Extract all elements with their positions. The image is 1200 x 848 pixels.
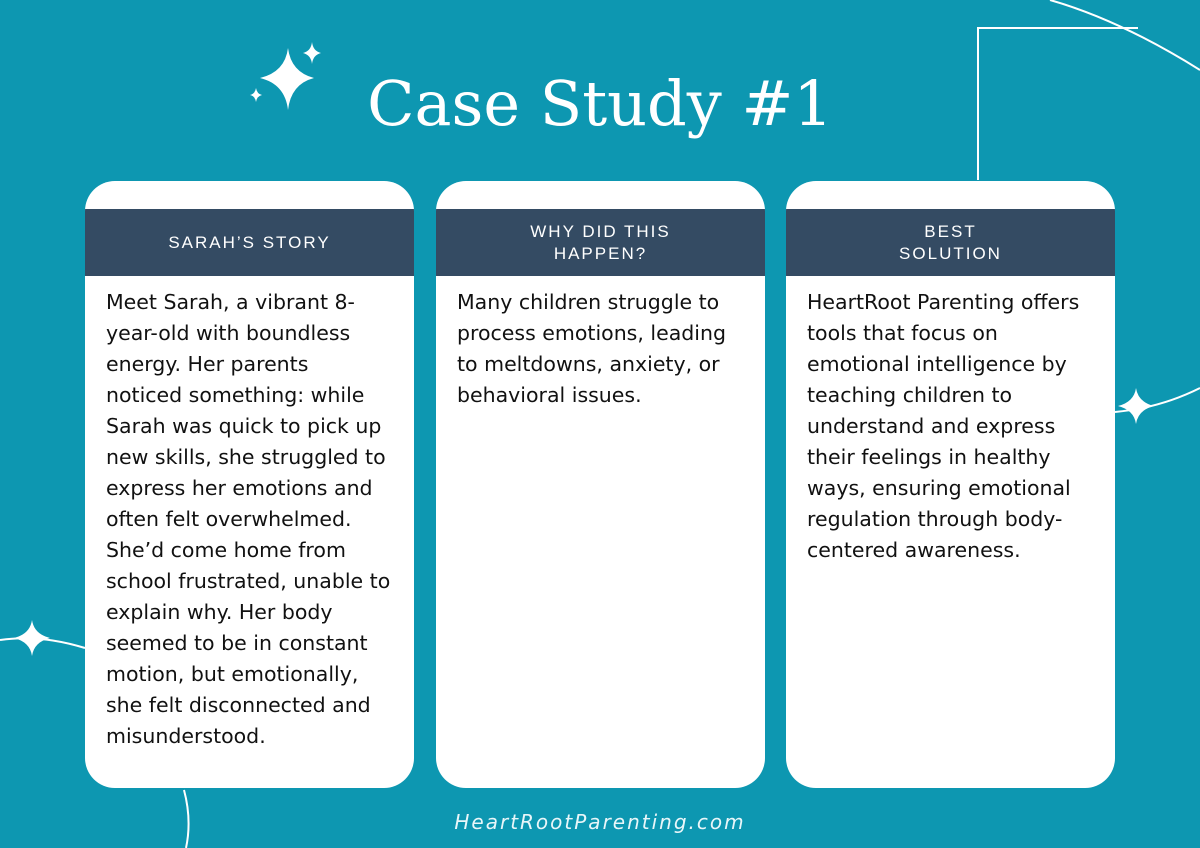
- card-header-label: BEST SOLUTION: [899, 221, 1002, 263]
- card-why-did-this-happen: [436, 181, 765, 788]
- sparkle-icon: [1118, 388, 1154, 424]
- card-sarahs-story: [85, 181, 414, 788]
- arc-line: [1050, 0, 1200, 70]
- website-footer: HeartRootParenting.com: [454, 810, 746, 834]
- arc-line: [0, 638, 85, 648]
- card-header: [786, 209, 1115, 276]
- sparkle-icon: [14, 620, 50, 656]
- page-title: Case Study #1: [367, 67, 833, 140]
- card-body-text: Many children struggle to process emotions, leading to meltdowns, anxiety, or behavioral issues.: [457, 290, 726, 407]
- card-header-label: SARAH’S STORY: [168, 232, 331, 252]
- card-header: [85, 209, 414, 276]
- card-header: [436, 209, 765, 276]
- sparkle-icon: [303, 42, 321, 64]
- card-body-text: Meet Sarah, a vibrant 8-year-old with boundless energy. Her parents noticed something: while Sarah was quick to pick up new skills, she struggled to express her emotions and often felt overwhelmed. She’d come home from school frustrated, unable to explain why. Her body seemed to be in constant motion, but emotionally, she felt disconnected and misunderstood.: [106, 290, 391, 748]
- card-best-solution: [786, 181, 1115, 788]
- card-header-label: WHY DID THIS HAPPEN?: [530, 221, 671, 263]
- card-body-text: HeartRoot Parenting offers tools that focus on emotional intelligence by teaching children to understand and express their feelings in healthy ways, ensuring emotional regulation through body-centered awareness.: [807, 290, 1080, 562]
- arc-line: [1115, 388, 1200, 412]
